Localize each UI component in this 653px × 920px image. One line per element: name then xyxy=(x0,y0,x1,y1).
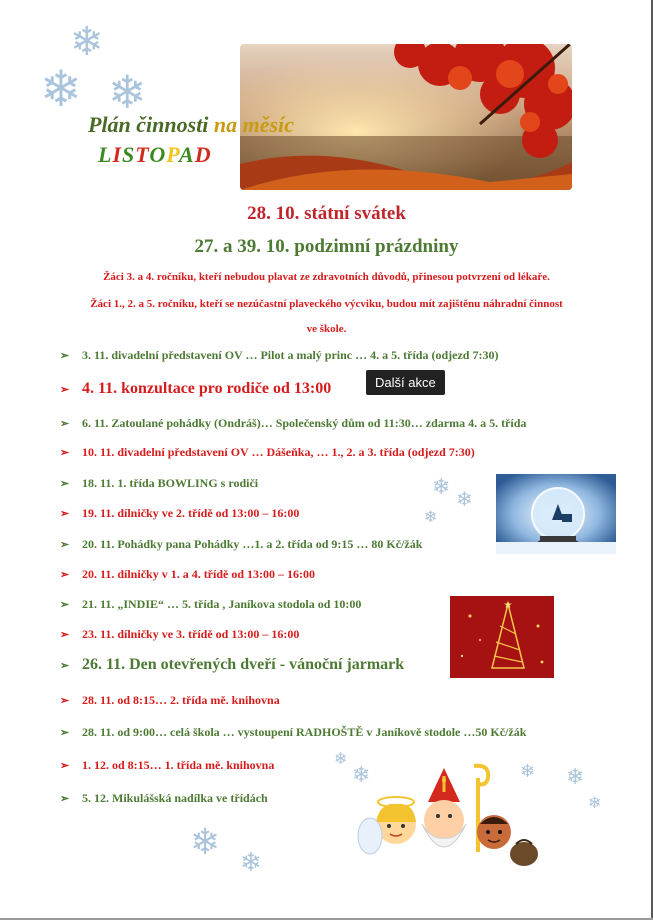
arrow-bullet-icon: ➢ xyxy=(60,599,70,611)
page-title xyxy=(88,112,294,168)
list-item: ➢ 28. 11. od 9:00… celá škola … vystoupení RADHOŠTĚ v Janíkově stodole …50 Kč/žák xyxy=(60,725,527,739)
list-item: ➢ 6. 11. Zatoulané pohádky (Ondráš)… Společenský dům od 11:30… zdarma 4. a 5. třída xyxy=(60,416,527,430)
snowflake-icon: ❄ xyxy=(352,762,371,787)
month-title-letter: L xyxy=(98,142,113,167)
headline-state-holiday: 28. 10. státní svátek xyxy=(247,203,406,224)
month-title-letter: I xyxy=(112,142,123,167)
list-item: ➢ 1. 12. od 8:15… 1. třída mě. knihovna xyxy=(60,758,275,772)
svg-text:★: ★ xyxy=(503,600,513,611)
list-item: ➢ 28. 11. od 8:15… 2. třída mě. knihovna xyxy=(60,693,280,707)
arrow-bullet-icon: ➢ xyxy=(60,727,70,739)
list-item: ➢ 4. 11. konzultace pro rodiče od 13:00 xyxy=(60,380,332,397)
month-title-letter: D xyxy=(194,142,212,167)
snowflake-icon: ❄ xyxy=(334,751,348,768)
arrow-bullet-icon: ➢ xyxy=(60,569,70,581)
arrow-bullet-icon: ➢ xyxy=(60,629,70,641)
title-line1-part1: Plán činnosti xyxy=(88,112,209,137)
month-title-letter: T xyxy=(135,142,150,167)
tooltip: Další akce xyxy=(366,370,445,395)
mikulas-cartoon-image xyxy=(356,762,544,874)
snowflake-icon: ❄ xyxy=(424,509,438,526)
snowflake-icon: ❄ xyxy=(190,822,221,862)
snowflake-icon: ❄ xyxy=(108,67,147,118)
snowflake-icon: ❄ xyxy=(432,474,451,499)
month-title-letter: P xyxy=(166,142,180,167)
snowflake-icon: ❄ xyxy=(588,795,602,812)
snowflake-icon: ❄ xyxy=(456,489,473,511)
list-item: ➢ 18. 11. 1. třída BOWLING s rodiči xyxy=(60,476,259,490)
list-item: ➢ 19. 11. dílničky ve 2. třídě od 13:00 – 16:00 xyxy=(60,506,300,520)
arrow-bullet-icon: ➢ xyxy=(60,793,70,805)
arrow-bullet-icon: ➢ xyxy=(60,447,70,459)
snowflake-icon: ❄ xyxy=(240,848,262,877)
swimming-note-1: Žáci 3. a 4. ročníku, kteří nebudou plavat ze zdravotních důvodů, přinesou potvrzení od lékaře. xyxy=(103,271,550,283)
month-title-letter: O xyxy=(149,142,167,167)
month-title-letter: A xyxy=(179,142,195,167)
arrow-bullet-icon: ➢ xyxy=(60,384,70,396)
snowflake-icon: ❄ xyxy=(70,19,104,64)
month-title xyxy=(98,142,294,168)
arrow-bullet-icon: ➢ xyxy=(60,418,70,430)
month-title-letter: S xyxy=(122,142,136,167)
snowflake-icon: ❄ xyxy=(40,61,82,117)
list-item: ➢ 26. 11. Den otevřených dveří - vánoční jarmark xyxy=(60,656,405,673)
list-item: ➢ 23. 11. dílničky ve 3. třídě od 13:00 – 16:00 xyxy=(60,627,300,641)
snowflake-icon: ❄ xyxy=(520,761,536,781)
list-item: ➢ 20. 11. dílničky v 1. a 4. třídě od 13:00 – 16:00 xyxy=(60,567,316,581)
arrow-bullet-icon: ➢ xyxy=(60,478,70,490)
golden-tree-image xyxy=(450,596,554,678)
list-item: ➢ 10. 11. divadelní představení OV … Dášeňka, … 1., 2. a 3. třída (odjezd 7:30) xyxy=(60,445,475,459)
swimming-note-2-line1: Žáci 1., 2. a 5. ročníku, kteří se nezúčastní plaveckého výcviku, budou mít zajištěnu náhradní činnost xyxy=(90,298,563,310)
list-item: ➢ 5. 12. Mikulášská nadílka ve třídách xyxy=(60,791,268,805)
swimming-note-2-line2: ve škole. xyxy=(306,323,347,335)
arrow-bullet-icon: ➢ xyxy=(60,660,70,672)
arrow-bullet-icon: ➢ xyxy=(60,539,70,551)
snow-globe-image xyxy=(496,474,616,554)
snowflake-icon: ❄ xyxy=(566,764,585,789)
title-line1-part2: na měsíc xyxy=(213,112,294,137)
arrow-bullet-icon: ➢ xyxy=(60,350,70,362)
headline-autumn-holidays: 27. a 39. 10. podzimní prázdniny xyxy=(194,236,459,257)
arrow-bullet-icon: ➢ xyxy=(60,695,70,707)
list-item: ➢ 20. 11. Pohádky pana Pohádky …1. a 2. třída od 9:15 … 80 Kč/žák xyxy=(60,537,423,551)
arrow-bullet-icon: ➢ xyxy=(60,760,70,772)
list-item: ➢ 21. 11. „INDIE“ … 5. třída , Janíkova stodola od 10:00 xyxy=(60,597,362,611)
arrow-bullet-icon: ➢ xyxy=(60,508,70,520)
list-item: ➢ 3. 11. divadelní představení OV … Pilot a malý princ … 4. a 5. třída (odjezd 7:30) xyxy=(60,348,499,362)
